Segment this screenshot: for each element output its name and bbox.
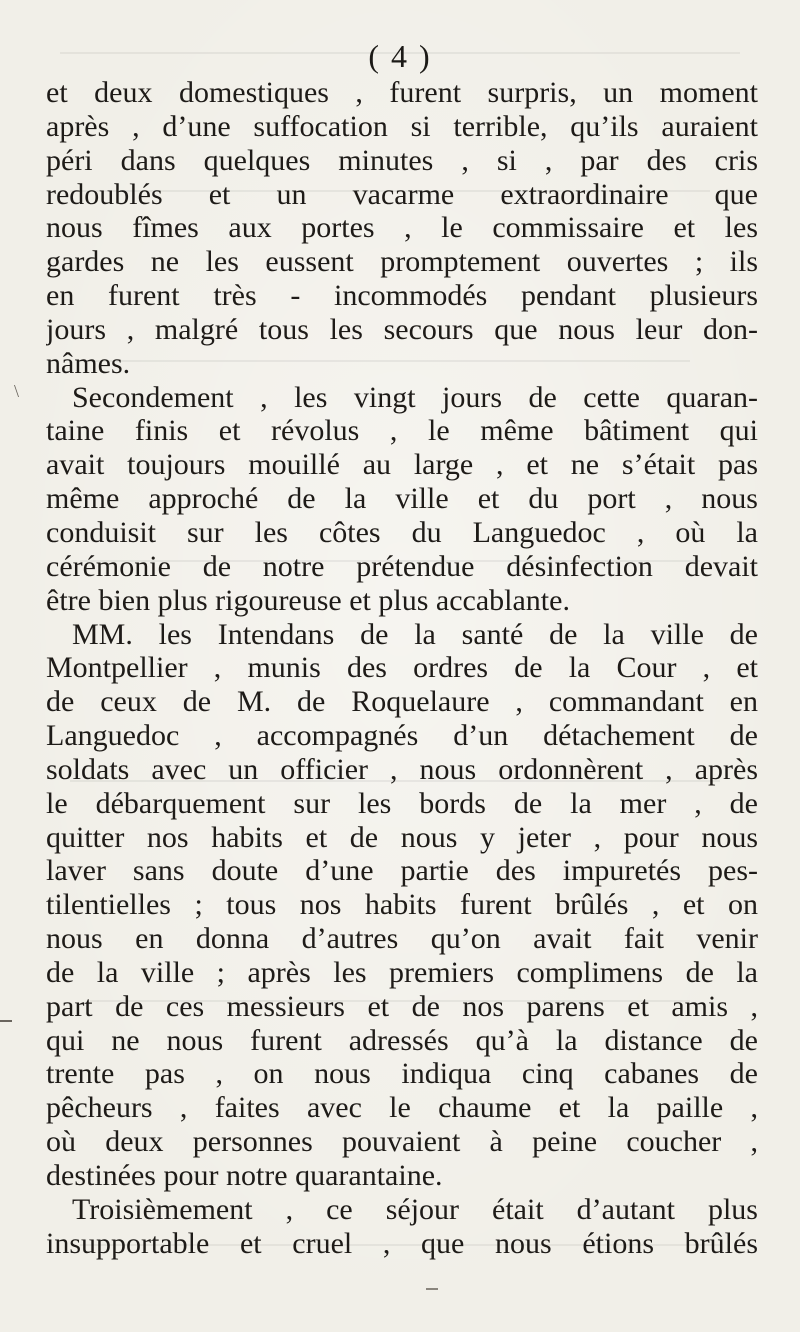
text-line: de ceux de M. de Roquelaure , commandant en [46,685,758,719]
text-line: après , d’une suffocation si terrible, qu’ils auraient [46,109,758,143]
body-text [46,76,758,1261]
text-line: qui ne nous furent adressés qu’à la distance de [46,1023,758,1057]
text-line: Troisièmement , ce séjour était d’autant plus [72,1192,758,1226]
text-line: MM. les Intendans de la santé de la ville de [72,617,758,651]
text-line: taine finis et révolus , le même bâtiment qui [46,414,758,448]
text-line: péri dans quelques minutes , si , par des cris [46,143,758,177]
text-line: en furent très - incommodés pendant plusieurs [46,279,758,313]
text-line: avait toujours mouillé au large , et ne s’était pas [46,448,758,482]
text-line: même approché de la ville et du port , nous [46,482,758,516]
text-line: cérémonie de notre prétendue désinfection devait [46,549,758,583]
text-line: conduisit sur les côtes du Languedoc , où la [46,515,758,549]
text-line: trente pas , on nous indiqua cinq cabanes de [46,1057,758,1091]
margin-dash [0,1020,12,1022]
text-line: insupportable et cruel , que nous étions brûlés [46,1226,758,1260]
text-line: nâmes. [46,346,131,380]
text-line: tilentielles ; tous nos habits furent brûlés , et on [46,888,758,922]
text-line: nous en donna d’autres qu’on avait fait venir [46,922,758,956]
text-line: Secondement , les vingt jours de cette quaran- [72,380,758,414]
text-line: Languedoc , accompagnés d’un détachement de [46,719,758,753]
text-line: soldats avec un officier , nous ordonnèrent , après [46,752,758,786]
text-line: nous fîmes aux portes , le commissaire et les [46,211,758,245]
text-line: gardes ne les eussent promptement ouvertes ; ils [46,245,758,279]
margin-mark: \ [14,381,20,401]
text-line: et deux domestiques , furent surpris, un moment [46,76,758,109]
text-line: destinées pour notre quarantaine. [46,1159,443,1192]
text-line: redoublés et un vacarme extraordinaire que [46,177,758,211]
text-line: part de ces messieurs et de nos parens et amis , [46,989,758,1023]
page-number: ( 4 ) [368,38,432,74]
text-line: pêcheurs , faites avec le chaume et la paille , [46,1091,758,1125]
text-line: Montpellier , munis des ordres de la Cour , et [46,651,758,685]
text-line: être bien plus rigoureuse et plus accablante. [46,583,570,617]
text-line: laver sans doute d’une partie des impuretés pes- [46,854,758,888]
text-line: le débarquement sur les bords de la mer , de [46,786,758,820]
text-line: de la ville ; après les premiers complimens de la [46,955,758,989]
text-line: jours , malgré tous les secours que nous leur don- [46,312,758,346]
text-line: où deux personnes pouvaient à peine coucher , [46,1125,758,1159]
text-line: quitter nos habits et de nous y jeter , pour nous [46,820,758,854]
footer-dash [426,1288,438,1290]
